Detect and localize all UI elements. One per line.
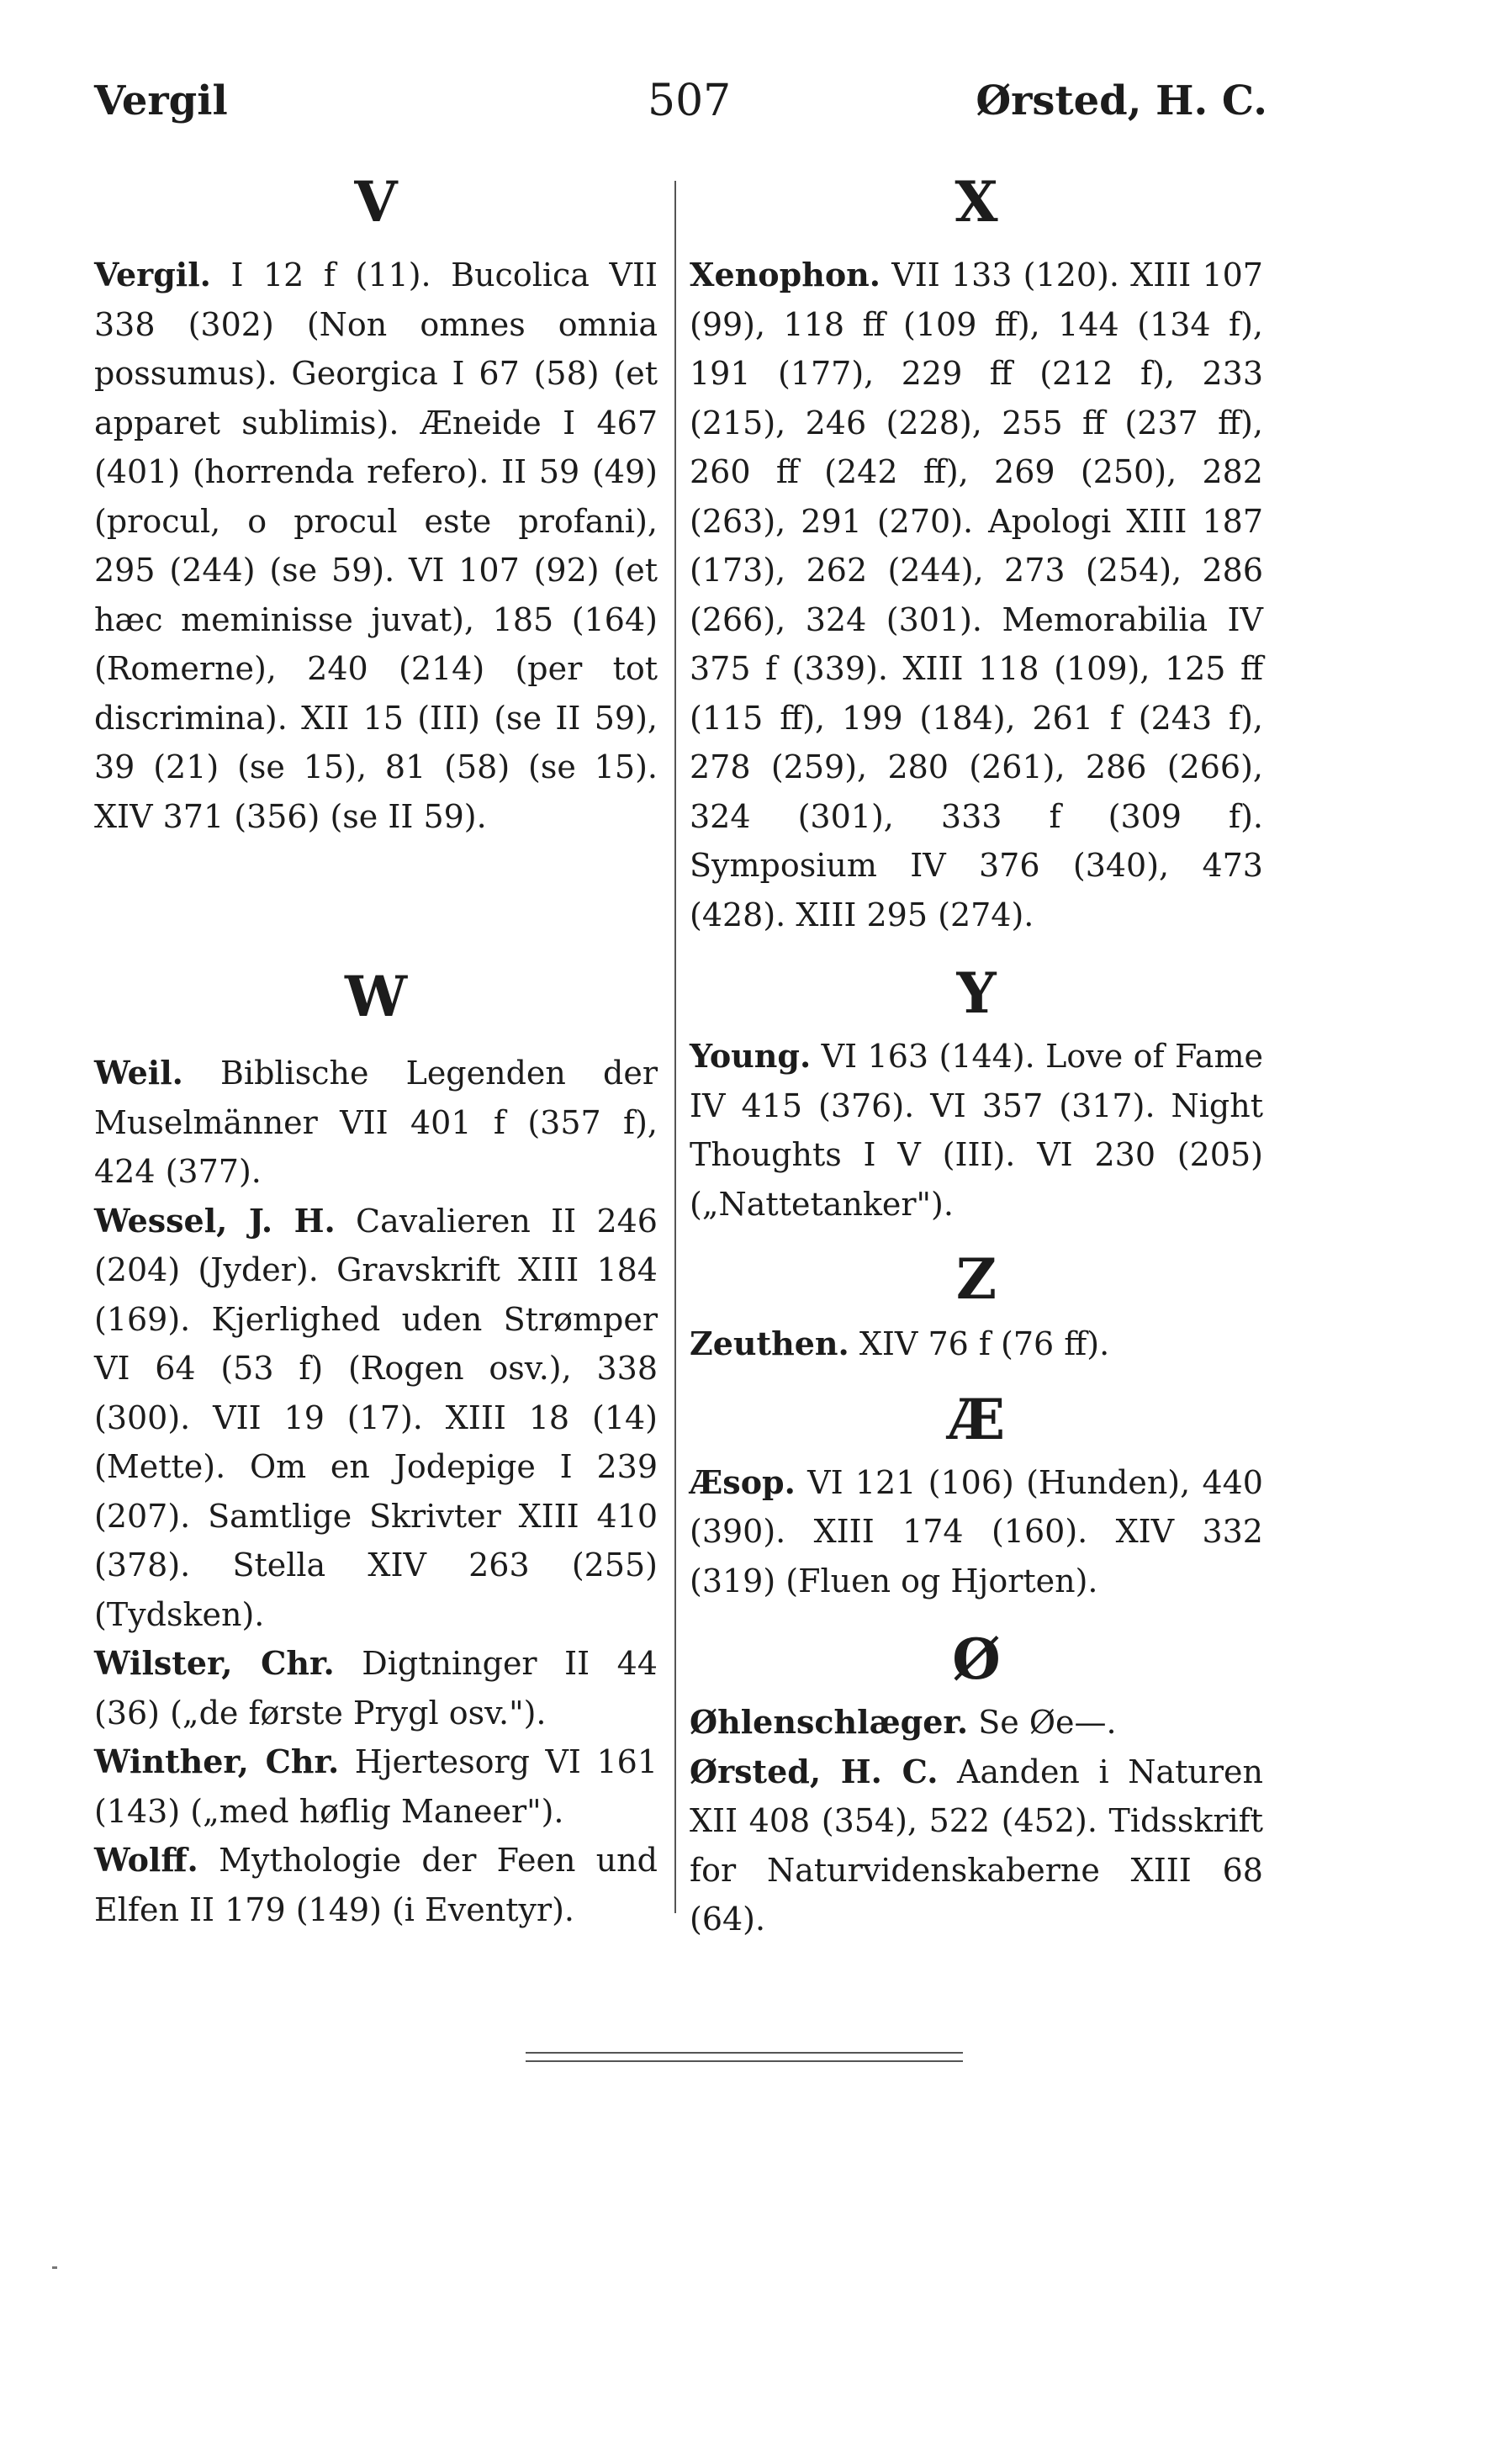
entry-text: XIV 76 f (76 ff). — [859, 1325, 1110, 1362]
entry-oersted — [690, 1748, 1263, 1944]
entry-head: Ørsted, H. C. — [690, 1752, 939, 1790]
entry-head: Young. — [690, 1037, 812, 1075]
entry-weil — [94, 1049, 658, 1197]
entry-wilster — [94, 1639, 658, 1737]
entry-text: Digtninger II 44 (36) („de første Prygl osv."). — [94, 1645, 658, 1732]
right-column — [690, 168, 1263, 1944]
entry-text: I 12 f (11). Bucolica VII 338 (302) (Non omnes omnia possumus). Georgica I 67 (58) (et apparet sublimis). Æneide I 467 (401) (horrenda refero). II 59 (49) (procul, o procul este profani), 295 (244) (se 59). VI 107 (92) (et hæc meminisse juvat), 185 (164) (Romerne), 240 (214) (per tot discrimina). XII 15 (III) (se II 59), 39 (21) (se 15), 81 (58) (se 15). XIV 371 (356) (se II 59). — [94, 256, 658, 835]
entry-zeuthen — [690, 1319, 1263, 1369]
entry-text: Cavalieren II 246 (204) (Jyder). Gravskrift XIII 184 (169). Kjerlighed uden Strømper VI 64 (53 f) (Rogen osv.), 338 (300). VII 19 (17). XIII 18 (14) (Mette). Om en Jodepige I 239 (207). Samtlige Skrivter XIII 410 (378). Stella XIV 263 (255) (Tydsken). — [94, 1202, 658, 1633]
section-letter-ae: Æ — [947, 1386, 1006, 1452]
entry-winther — [94, 1737, 658, 1836]
left-column — [94, 168, 658, 1934]
entry-young — [690, 1032, 1263, 1229]
entry-head: Winther, Chr. — [94, 1742, 340, 1780]
column-divider — [674, 181, 676, 1913]
entry-wessel — [94, 1197, 658, 1640]
entry-text: VII 133 (120). XIII 107 (99), 118 ff (109 ff), 144 (134 f), 191 (177), 229 ff (212 f), 233 (215), 246 (228), 255 ff (237 ff), 260 ff (242 ff), 269 (250), 282 (263), 291 (270). Apologi XIII 187 (173), 262 (244), 273 (254), 286 (266), 324 (301). Memorabilia IV 375 f (339). XIII 118 (109), 125 ff (115 ff), 199 (184), 261 f (243 f), 278 (259), 280 (261), 286 (266), 324 (301), 333 f (309 f). Symposium IV 376 (340), 473 (428). XIII 295 (274). — [690, 256, 1263, 933]
entry-text: Mythologie der Feen und Elfen II 179 (149) (i Eventyr). — [94, 1842, 658, 1928]
entry-head: Wessel, J. H. — [94, 1201, 336, 1240]
entry-text: Se Øe—. — [978, 1704, 1117, 1741]
entry-aesop — [690, 1458, 1263, 1606]
entry-head: Wilster, Chr. — [94, 1644, 335, 1682]
entry-xenophon — [690, 251, 1263, 939]
entry-head: Xenophon. — [690, 256, 881, 293]
entry-head: Weil. — [94, 1054, 183, 1092]
footer-rule-top — [526, 2052, 963, 2054]
entry-head: Æsop. — [690, 1462, 796, 1501]
entry-text: VI 121 (106) (Hunden), 440 (390). XIII 174 (160). XIV 332 (319) (Fluen og Hjorten). — [690, 1463, 1263, 1599]
entry-text: Aanden i Naturen XII 408 (354), 522 (452). Tidsskrift for Naturvidenskaberne XIII 68 (64). — [690, 1753, 1263, 1938]
page-number: 507 — [648, 76, 732, 126]
section-letter-oe: Ø — [952, 1626, 1001, 1692]
print-speck — [52, 2266, 57, 2269]
entry-text: Biblische Legenden der Muselmänner VII 401 f (357 f), 424 (377). — [94, 1055, 658, 1190]
entry-head: Wolff. — [94, 1841, 198, 1879]
entry-vergil — [94, 251, 658, 841]
section-letter-z: Z — [955, 1246, 997, 1312]
entry-wolff — [94, 1836, 658, 1934]
entry-oehlenschlaeger — [690, 1698, 1263, 1748]
entry-text: Hjertesorg VI 161 (143) („med høflig Maneer"). — [94, 1743, 658, 1830]
section-letter-v: V — [354, 169, 398, 235]
section-letter-w: W — [344, 964, 408, 1029]
entry-head: Øhlenschlæger. — [690, 1703, 969, 1741]
footer-rule-bottom — [526, 2060, 963, 2062]
running-head-right: Ørsted, H. C. — [976, 77, 1267, 124]
entry-head: Vergil. — [94, 256, 211, 293]
section-letter-y: Y — [956, 960, 997, 1026]
section-letter-x: X — [955, 169, 998, 235]
entry-text: VI 163 (144). Love of Fame IV 415 (376). VI 357 (317). Night Thoughts I V (III). VI 230 (205) („Nattetanker"). — [690, 1038, 1263, 1223]
entry-head: Zeuthen. — [690, 1325, 849, 1362]
running-head-left: Vergil — [94, 77, 228, 124]
